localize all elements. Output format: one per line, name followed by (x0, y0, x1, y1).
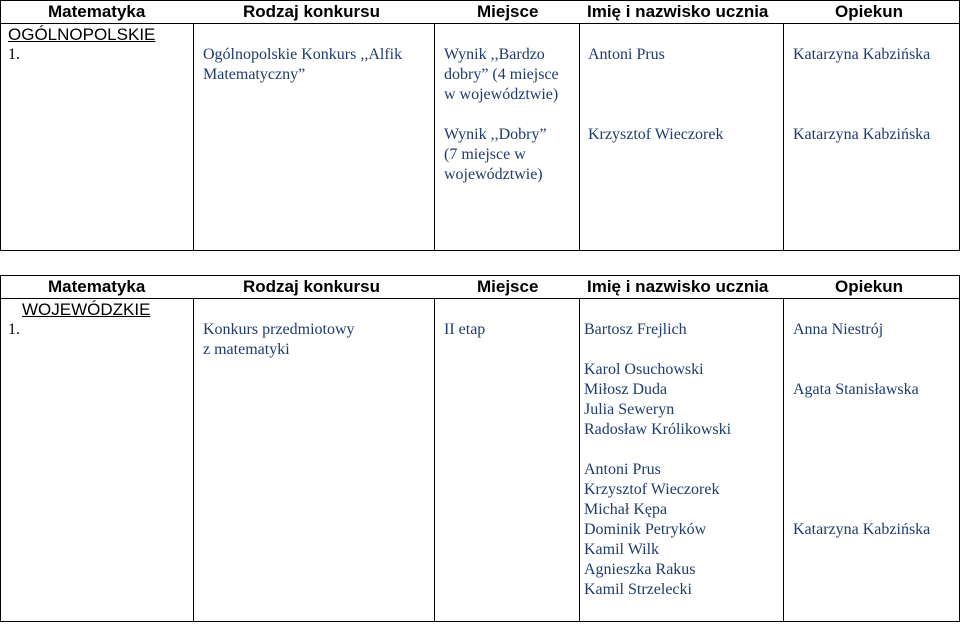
table1-border-top (0, 0, 960, 1)
teacher-name: Katarzyna Kabzińska (793, 126, 931, 143)
header-imie-nazwisko: Imię i nazwisko ucznia (587, 277, 769, 296)
teacher-name: Katarzyna Kabzińska (793, 521, 931, 538)
table2-col-divider (783, 298, 784, 622)
table1-border-bottom (0, 250, 960, 251)
table2-header-divider (0, 298, 960, 299)
student-name: Antoni Prus (588, 46, 665, 63)
student-name: Radosław Królikowski (584, 421, 732, 438)
student-name: Michał Kępa (584, 501, 668, 518)
contest-line: Ogólnopolskie Konkurs ,,Alfik (203, 46, 403, 63)
teacher-name: Anna Niestrój (793, 321, 884, 338)
table2-col-divider (579, 298, 580, 622)
student-name: Karol Osuchowski (584, 361, 704, 378)
place-line: Wynik ,,Dobry” (444, 126, 547, 143)
place-line: (7 miejsce w (444, 146, 526, 163)
student-list (584, 360, 731, 440)
student-name: Bartosz Frejlich (584, 321, 687, 338)
table2-col-divider (434, 298, 435, 622)
contest-line: Matematyczny” (203, 66, 306, 83)
header-matematyka: Matematyka (48, 2, 146, 21)
section-title-wojewodzkie: WOJEWÓDZKIE (22, 300, 151, 319)
place-stage: II etap (444, 321, 486, 338)
student-name: Agnieszka Rakus (584, 561, 696, 578)
header-opiekun: Opiekun (835, 2, 904, 21)
table2-border-top (0, 275, 960, 276)
place-line: w województwie) (444, 86, 559, 103)
table2-col-divider (193, 298, 194, 622)
table1-header-divider (0, 23, 960, 24)
header-imie-nazwisko: Imię i nazwisko ucznia (587, 2, 769, 21)
header-rodzaj-konkursu: Rodzaj konkursu (243, 2, 380, 21)
contest-name (203, 45, 402, 85)
table1-col-divider (193, 23, 194, 251)
place-line: dobry” (4 miejsce (444, 66, 559, 83)
table2-border-left (0, 275, 1, 622)
table1-border-left (0, 0, 1, 251)
student-name: Kamil Strzelecki (584, 581, 692, 598)
row-number: 1. (8, 46, 20, 63)
table1-col-divider (434, 23, 435, 251)
place-result (444, 125, 547, 185)
contest-line: z matematyki (203, 341, 290, 358)
section-title-ogolnopolskie: OGÓLNOPOLSKIE (8, 25, 156, 44)
header-miejsce: Miejsce (477, 277, 539, 296)
student-name: Krzysztof Wieczorek (584, 481, 720, 498)
table1-col-divider (579, 23, 580, 251)
student-name: Dominik Petryków (584, 521, 707, 538)
row-number: 1. (8, 321, 20, 338)
header-miejsce: Miejsce (477, 2, 539, 21)
header-opiekun: Opiekun (835, 277, 904, 296)
place-line: Wynik ,,Bardzo (444, 46, 545, 63)
header-matematyka: Matematyka (48, 277, 146, 296)
header-rodzaj-konkursu: Rodzaj konkursu (243, 277, 380, 296)
student-name: Kamil Wilk (584, 541, 660, 558)
place-result (444, 45, 559, 105)
contest-name (203, 320, 355, 360)
table2-border-bottom (0, 621, 960, 622)
table1-col-divider (783, 23, 784, 251)
student-name: Antoni Prus (584, 461, 661, 478)
student-name: Krzysztof Wieczorek (588, 126, 724, 143)
place-line: województwie) (444, 166, 543, 183)
student-name: Miłosz Duda (584, 381, 668, 398)
teacher-name: Agata Stanisławska (793, 381, 919, 398)
teacher-name: Katarzyna Kabzińska (793, 46, 931, 63)
student-list (584, 460, 719, 600)
contest-line: Konkurs przedmiotowy (203, 321, 355, 338)
student-name: Julia Seweryn (584, 401, 675, 418)
